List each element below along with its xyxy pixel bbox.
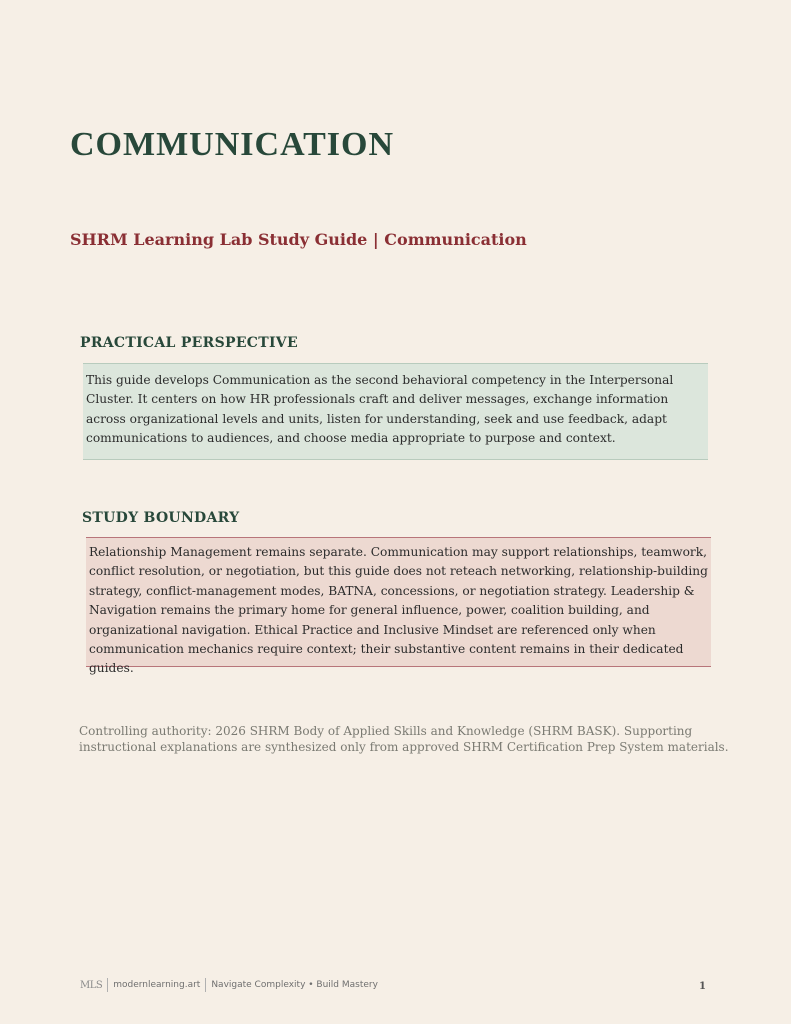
study-boundary-text: Relationship Management remains separate. Communication may support relationships, teamwork, conflict resolution, or negotiation, but this guide does not reteach networking, relationship-building strategy, conflict-management modes, BATNA, concessions, or negotiation strategy. Leadership & Navigation remains the primary home for general influence, power, coalition building, and organizational navigation. Ethical Practice and Inclusive Mindset are referenced only when communication mechanics require context; their substantive content remains in their dedicated guides. <box>89 545 708 676</box>
page-title: COMMUNICATION <box>70 126 395 163</box>
page-number: 1 <box>699 981 706 992</box>
footer-tagline: Navigate Complexity • Build Mastery <box>211 980 378 990</box>
study-boundary-heading: STUDY BOUNDARY <box>82 510 240 526</box>
study-boundary-box <box>86 537 711 676</box>
footer-divider <box>107 978 108 992</box>
footer-divider <box>205 978 206 992</box>
practical-perspective-heading: PRACTICAL PERSPECTIVE <box>80 335 298 351</box>
footer-site: modernlearning.art <box>113 980 201 990</box>
practical-perspective-box <box>83 363 708 460</box>
logo: MLS <box>80 979 103 991</box>
practical-perspective-text: This guide develops Communication as the second behavioral competency in the Interpersonal Cluster. It centers on how HR professionals craft and deliver messages, exchange information across organizational levels and units, listen for understanding, seek and use feedback, adapt communications to audiences, and choose media appropriate to purpose and context. <box>86 373 674 446</box>
page-subtitle: SHRM Learning Lab Study Guide | Communication <box>70 230 527 249</box>
footer <box>80 978 378 992</box>
controlling-authority-note: Controlling authority: 2026 SHRM Body of Applied Skills and Knowledge (SHRM BASK). Supporting instructional explanations are synthesized only from approved SHRM Certification Prep System materials. <box>79 724 729 754</box>
